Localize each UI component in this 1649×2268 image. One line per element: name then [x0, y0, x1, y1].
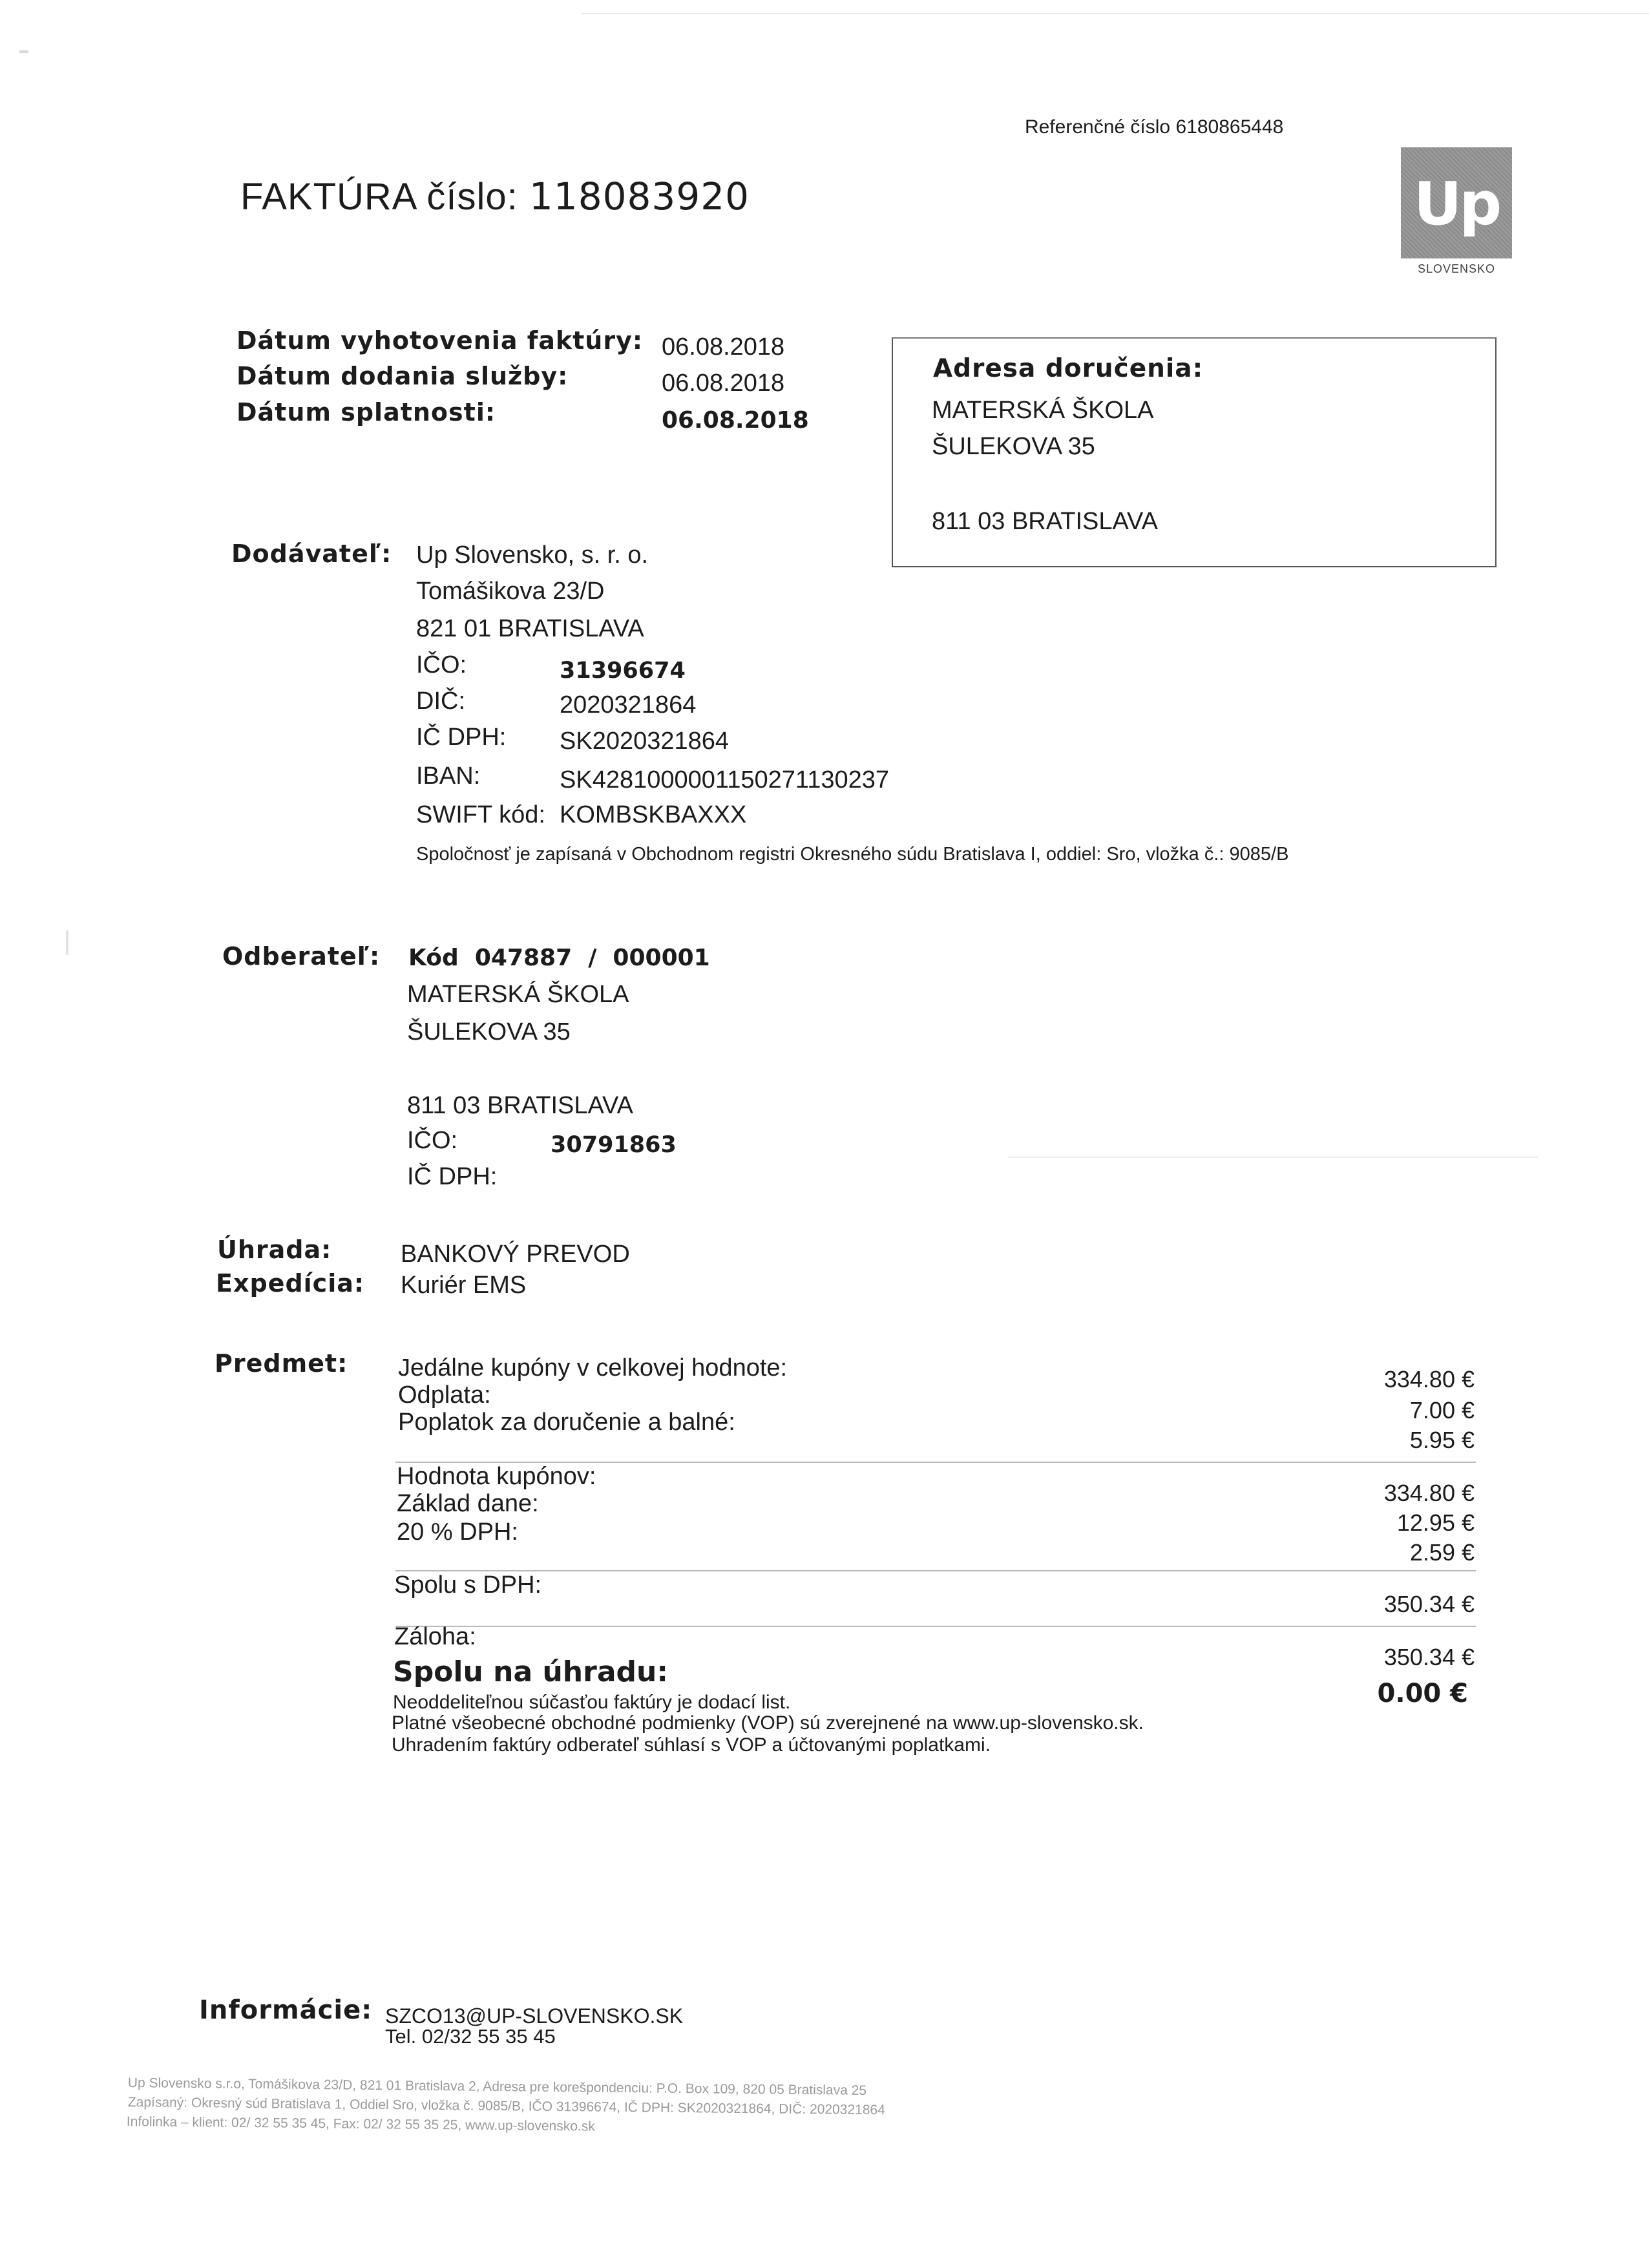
payment-method-value: BANKOVÝ PREVOD — [401, 1241, 630, 1268]
payment-method-label: Úhrada: — [217, 1235, 332, 1264]
supplier-name: Up Slovensko, s. r. o. — [416, 541, 649, 569]
info-email: SZCO13@UP-SLOVENSKO.SK — [385, 2004, 684, 2028]
customer-label: Odberateľ: — [222, 942, 381, 971]
supplier-dic-value: 2020321864 — [560, 691, 697, 719]
item-label-voucher-value: Hodnota kupónov: — [397, 1463, 596, 1490]
scan-mark — [66, 930, 68, 955]
info-label: Informácie: — [199, 1995, 373, 2025]
supplier-iban-label: IBAN: — [416, 762, 481, 790]
deposit-label: Záloha: — [394, 1623, 476, 1650]
scan-mark — [1008, 1157, 1538, 1158]
shipping-value: Kuriér EMS — [401, 1272, 527, 1299]
delivery-date-value: 06.08.2018 — [662, 370, 785, 397]
supplier-iban-value: SK4281000001150271130237 — [560, 766, 889, 793]
supplier-swift-label: SWIFT kód: — [416, 801, 545, 828]
info-phone: Tel. 02/32 55 35 45 — [385, 2025, 556, 2048]
total-label: Spolu s DPH: — [394, 1571, 542, 1599]
supplier-ico-value: 31396674 — [560, 658, 686, 684]
items-divider — [395, 1626, 1476, 1627]
delivery-address-line3: 811 03 BRATISLAVA — [932, 508, 1158, 535]
supplier-icdph-value: SK2020321864 — [560, 728, 730, 755]
supplier-registry-note: Spoločnosť je zapísaná v Obchodnom registri Okresného súdu Bratislava I, oddiel: Sro, vložka č.: 9085/B — [416, 844, 1289, 865]
reference-label: Referenčné číslo — [1025, 116, 1171, 138]
footer-line-2: Zapísaný: Okresný súd Bratislava 1, Oddiel Sro, vložka č. 9085/B, IČO 31396674, IČ DPH: SK2020321864, DIČ: 2020321864 — [127, 2095, 885, 2118]
supplier-icdph-label: IČ DPH: — [416, 724, 507, 751]
issue-date-label: Dátum vyhotovenia faktúry: — [236, 326, 644, 355]
footer-line-3: Infolinka – klient: 02/ 32 55 35 45, Fax: 02/ 32 55 35 25, www.up-slovensko.sk — [126, 2114, 595, 2134]
item-amount-voucher-value: 334.80 € — [1383, 1480, 1475, 1506]
total-amount: 350.34 € — [1383, 1591, 1475, 1617]
item-label-vat: 20 % DPH: — [397, 1518, 518, 1546]
item-amount-vouchers: 334.80 € — [1383, 1366, 1475, 1392]
up-logo-subtitle: SLOVENSKO — [1417, 262, 1496, 275]
supplier-dic-label: DIČ: — [416, 688, 465, 715]
item-label-delivery: Poplatok za doručenie a balné: — [398, 1409, 735, 1436]
item-amount-vat: 2.59 € — [1409, 1539, 1475, 1566]
due-date-label: Dátum splatnosti: — [236, 398, 496, 426]
customer-code-value: 047887 / 000001 — [474, 945, 710, 971]
supplier-street: Tomášikova 23/D — [416, 578, 605, 605]
invoice-note-2: Platné všeobecné obchodné podmienky (VOP) sú zverejnené na www.up-slovensko.sk. — [392, 1712, 1144, 1734]
amount-due-value: 0.00 € — [1377, 1679, 1468, 1708]
item-amount-tax-base: 12.95 € — [1396, 1509, 1475, 1536]
customer-line2: ŠULEKOVA 35 — [407, 1018, 571, 1045]
supplier-swift-value: KOMBSKBAXXX — [560, 801, 747, 828]
customer-city: 811 03 BRATISLAVA — [407, 1092, 633, 1119]
deposit-amount: 350.34 € — [1383, 1644, 1475, 1670]
scan-edge-line — [582, 13, 1649, 14]
amount-due-label: Spolu na úhradu: — [393, 1655, 668, 1688]
footer-line-1: Up Slovensko s.r.o, Tomášikova 23/D, 821 01 Bratislava 2, Adresa pre korešpondenciu: P.O. Box 109, 820 05 Bratislava 25 — [127, 2075, 867, 2098]
supplier-city: 821 01 BRATISLAVA — [416, 615, 644, 642]
reference-number-line — [1025, 116, 1283, 138]
customer-ico-value: 30791863 — [551, 1132, 677, 1158]
delivery-address-label: Adresa doručenia: — [933, 354, 1204, 383]
supplier-ico-label: IČO: — [416, 651, 467, 678]
issue-date-value: 06.08.2018 — [662, 333, 785, 361]
scan-mark — [19, 50, 28, 53]
up-logo-mark: Up — [1413, 169, 1500, 238]
items-label: Predmet: — [215, 1349, 348, 1378]
item-label-vouchers: Jedálne kupóny v celkovej hodnote: — [398, 1354, 788, 1381]
due-date-value: 06.08.2018 — [662, 407, 809, 434]
reference-number: 6180865448 — [1175, 116, 1284, 138]
delivery-address-line2: ŠULEKOVA 35 — [932, 433, 1095, 460]
invoice-title-prefix: FAKTÚRA číslo: — [240, 176, 518, 218]
item-label-tax-base: Základ dane: — [397, 1490, 539, 1517]
shipping-label: Expedícia: — [216, 1269, 365, 1297]
customer-code-label: Kód — [408, 945, 459, 971]
customer-icdph-label: IČ DPH: — [407, 1163, 498, 1190]
customer-ico-label: IČO: — [407, 1127, 458, 1154]
delivery-date-label: Dátum dodania služby: — [236, 362, 569, 390]
invoice-note-3: Uhradením faktúry odberateľ súhlasí s VOP a účtovanými poplatkami. — [392, 1734, 991, 1756]
supplier-label: Dodávateľ: — [231, 540, 392, 568]
items-divider — [395, 1570, 1476, 1571]
customer-line1: MATERSKÁ ŠKOLA — [407, 981, 629, 1008]
item-amount-delivery: 5.95 € — [1409, 1427, 1475, 1453]
up-logo — [1401, 147, 1512, 258]
item-label-fee: Odplata: — [398, 1381, 491, 1409]
invoice-title — [240, 174, 750, 218]
item-amount-fee: 7.00 € — [1409, 1397, 1475, 1423]
invoice-number: 118083920 — [529, 174, 750, 218]
invoice-note-1: Neoddeliteľnou súčasťou faktúry je dodací list. — [393, 1692, 791, 1713]
delivery-address-line1: MATERSKÁ ŠKOLA — [932, 397, 1154, 424]
customer-code — [408, 945, 710, 971]
